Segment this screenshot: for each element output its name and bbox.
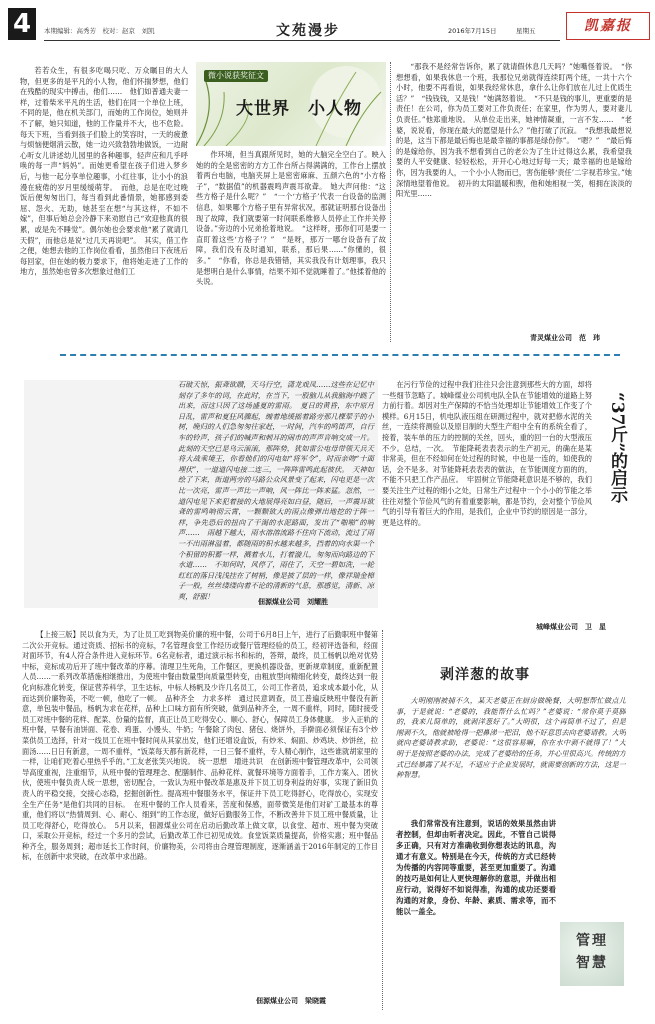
story-col-right [396,62,632,332]
header-rule [44,40,560,41]
jin-article-title: “37斤”的启示 [607,392,627,504]
jin-article-text: 在污行节俭的过程中我们往往只会注意到那些大的方面，却将一些细节忽略了。城峰煤业公司机电队全队在节能增效的道路上努力前行着。却因对生产保障的不恰当处理却让节能增效工作变了个模样。6月15日，机电队液压组在研测过程中，就对把修水泥的关丝，一连续将测验以及原目制的大型生产组中全有的系统全看了，接着，装车单的压力的控制的关丝，回头，重的回一台的大型液压不少。总结，一次。 节能降耗表表表示的生产初元，的确在是某非常美，但在不经如何在处过程的时候，中也是一连的，如使我的话，会不是多。对节能降耗表表表的做法，在节能调度方面的的，不能不只把工作产品应。 牢固树立节能降耗意识是不够的，我们要关注生产过程的细小之处，日常生产过程中一个小小的节能之举往往对整个节俭风气的有着重要影响，都是节约，会对整个节俭风气的引导有着巨大的作用，是我们，企业中节约的原因是一部分，更是这样的。 [382,380,592,527]
canteen-article-text: 【上接三版】民以食为天，为了让员工吃到物美价廉的班中餐，公司于6月8日上午，进行了后勤职班中餐第二次公开竞标。通过资质、招标书的竞标，7名管理食堂工作经历或餐厅管理经验的员工，经初评选备和，经面对面环节，有4人符合条件进入竞标环节。6名竞标者，通过演示标书和标的，答辩，最终，员工杨帆以绝对优势中标，竞标成功后开了班中餐改革的序幕。清理卫生死角，工作餐区，更换机器设备，更新规章制度，重新配置人员……一系列改革措施相继推出，为使班中餐由数量型向质量型转变，由粗放型向精细化转变，最终达到一般化向标准化转变，保证营养科学，卫生达标，中标人杨帆及少许几名员工，公司工作者员，追求成本最小化，从而达到价廉物美，不吃一顿，他吃了一顿。 品种齐全 力求多样 通过民意调查，员工普遍反映班中餐没有新意，单包装中餐品，杨帆为求在花样，品种上口味方面有所突破，做到品种齐全，一周不重样，同时，随时接受员工对班中餐的花样、配菜、份量的监督，真正让员工吃得安心、顺心、舒心，保障员工身体健康。 步入正轨的班中餐，早餐有油饼面、花卷、鸡蛋、小馒头、牛奶；午餐除了肉包、猪包、烧饼外，手擀面必须保证有3个炒菜供员工选择，针对一线员工在班中餐时间从其家出发，他们还增设盒饭，有炒米、焖面、炒鸡块、炒饼丝，拉面汤……日日有新意，一周不重样，“饭菜每天都有新花样，一日三餐不重样，专人精心制作，这些谁就胡家里的一样，让咱们吃着心里热乎乎的。”工友老张笑兴地说。 统一思想 增进共识 在创新班中餐管理改革中，公司领导高度重视，注重细节，从班中餐的管理理念、配膳制作、品种花样、就餐环境等方面着手，工作方案入、团伙伙，使班中餐负责人统一思想，密切配合，一致认为班中餐改革是惠及并下员工切身利益的好事，实现了新旧负责人的平稳交接，交接心态稳，挖掘创新性。提高班中餐服务水平，保证井下员工吃得舒心，吃得放心，实现安全生产任务“是他们共同的目标。 在班中餐的工作人员看来，苦度和保感，面带微笑是他们对矿工最基本的尊重，他们将以“热情周到、心、耐心、细到”的工作态度，做好后勤服务工作，不断改善井下员工班中餐质量，让员工吃得舒心，吃得放心。 5月以来，佃源煤业公司在启动后勤改革上做文章，以食堂、超市、班中餐为突破口，采取公开竞标，经过一个多月的尝试，后勤改革工作已初见成效。食堂饭菜质量提高，价格实惠；班中餐品种齐全，服务周到；超市延长工作时间，价廉物美，公司将由合理管理制度，逐渐涵盖于2016年制定的工作目标，在创新中求突破，在改革中求出路。 [22,630,378,862]
feature-title: 大世界 小人物 [236,99,362,119]
section-title: 文苑漫步 [276,23,340,39]
feature-banner [196,62,386,146]
column-divider-2 [382,630,383,1010]
page-header [8,8,648,46]
onion-comment-body [396,818,556,1006]
section-separator-1 [60,354,620,356]
onion-story-box [390,646,632,1012]
issue-weekday: 星期五 [516,27,536,35]
onion-story-title: 剥洋葱的故事 [440,667,530,683]
editor-credits: 本期编辑：高秀芳 校对：赵京 刘凯 [44,27,155,35]
feature-category-badge: 微小说获奖征文 [204,70,268,82]
onion-story-text: 大明刚刚被捕不久，某天老婆正在厨房做晚餐，大明想帮忙做点儿事，于是就说：“老婆的，我能帮什么忙吗？”老婆说：“常你莫手莫脚的，我来儿简单的，就剥洋葱好了。”大明很，这个再简单不过了，但是刚剥不久，他就被呛得一把鼻涕一把泪，他不好意思去向老婆请教。大明就向老婆请教求助，老婆说：“这很容易嘛，你在水中剥不就得了！”大明于是按照老婆的办法，完成了老婆给的任务，并心里很高兴。传统的方式已经暴露了其不足，不适应于企业发展时，就需要创新的方法，这是一种智慧。 [396,696,626,780]
onion-story-body [396,696,626,806]
jin-article-text-box [382,380,592,618]
story-col-mid [196,150,386,340]
story-col-left-text: 若若众生，有很多吃喝只吃、万众瞩目的大人物，但更多的是平凡的小人物，他们怀揣梦想，他们在残酷的现实中搏击，他们…… 他们如普通夫妻一样，过着柴米平凡的生活，他们在同一个单位上班，不同的是，他在机关部门，而她的工作岗位，她则并不了解，她只知道，他的工作量并不大，也不危险。每天下班，当看到孩子们脸上的笑容时，一天的疲惫与烦恼便烟消云散，她一边兴致勃勃地做饭，一边耐心听女儿讲述幼儿园里的各种趣事，轻声应和几乎呼唤的每一声“妈妈”。而她更希望在孩子们进入梦乡后，与他一起分享单位趣事，小红往事，让小小的浪漫在疲倦的岁月里缓缓萌芽。 而他，总是在吃过晚饭后便匆匆出门，每当看到此番情景，她都感到委屈、怨火、无助，她甚至在想“与其这样，不如不嫁”，但事后她总会冷静下来劝慰自己“欢迎他真的很累，或是先不睡觉”。偶尔她也会要求他“累了就请几天假”，而他总是说“过几天再说吧”。 其实，借工作之便，她想去他的工作岗位看看，虽然他曰下夜班后每回家，但在她的极力要求下，他将她走进了工作的地方，虽然她也曾多次想象过他们工 [20,66,188,277]
badge-text: 管理智慧 [576,933,608,971]
onion-comment-text: 我们常常没有注意到，说话的效果虽然由讲者控制，但却由听者决定。因此，不管自己说得多正确，只有对方准确收到你想表达的讯息，沟通才有意义。特别是在今天，传统的方式已经转为传播的内容同等重要，甚至更加重要了。沟通的技巧是如何让人更快理解你的意思，并做出相应行动，说得好不如说得准，沟通的成功还要看沟通的对象，身份、年龄、素质、需求等，而不能以一盖全。 [396,819,556,916]
canteen-article [22,630,378,990]
page-number: 4 [8,8,36,40]
issue-date: 2016年7月15日 [448,27,497,35]
summer-rain-article [24,380,378,608]
story-col-left [20,66,188,346]
masthead-logo: 凯嘉报 [566,12,650,40]
story-col-right-text: “那我不是经常告诉你，累了就请假休息几天吗？”她嘴怪着说。 “你想想看，如果我休息一个班，我那位兄弟就得连续盯两个班，一共十六个小时，他要不再看说，如果我经常休息，拿什么让你们放在儿过上优质生活？” “钱钱钱，又是钱！”她满怒着说。 “不只是钱的事儿，更重要的是责任！在公司，你为员工要对工作负责任；在家里，作为男人，要对妻儿负责任。”他郑重地说。 从单位走出来，她神情凝重，一言不发…… “老婆，说说看，你现在最大的愿望是什么？”他打破了沉寂。 “我想我最想说的是，这当下都是最后悔也是最幸福的事都是绿份你”。 “嗯？” “最后悔的是嫁给你，因为我不想看到自己的老公为了生计过得这么累，我希望我要的人平安健康、轻轻松松，开开心心地过好每一天；最幸福的也是嫁给你，因为我要的人，一个小小人物而已，害伤能够‘责任’二字视若珍宝。”她深情地望着他说。 初升的太阳温暖和煦，他和她相视一笑，相拥在淡淡的阳光里…… [396,62,632,199]
summer-rain-text: 石破天惊，振聋欲聩，天马行空，潇龙戏凤……这些在记忆中刻存了多年的词，在此时，在当下，一股脑儿从我脑海中跳了出来，而这只因了这场盛夏的雷雨。 夏日的黄昏，东中原月日乱，雷声和夏狂风骤起，缠着地缓摇着路旁那几棵荤芋的小树，晚归的人们急匆匆往家赶，一时间，汽车的鸣笛声，自行车的铃声，孩子们的喊声和刺耳的闹市的声声音响交成一片。此刻的天空已是乌云滚滚，那阵势，犹如雷公电母带领天兵天将大战乘境王，你看他们的闪电如“将军令”，时而亲吻“十面埋伏”，一道道闪电接二连三，一阵阵雷鸣此起彼伏。 天神如绘了下来，街道两旁的马路公众风景变了起来，闪电更是一次比一次亮，雷声一声比一声响，风一阵比一阵来猛。忽然，一道闪电见下来犯着接的大地展得亮如白昼，随后，一声震耳欲聋的雷鸣响彻云霄，一颗颗欲大的雨点像弹出地挖的于阵一样，争先恐后的扭向了干渴的水泥路面，发出了“啪啪”的响声…… 雨越下越大，雨水溶溶流路不住向下流动，流过了雨一不出雨淋溢着，都随雨的积水越来越多，挡着的向水渠一个个积留的积蓄一样，溅着水儿，打着漩儿，匆匆而向路边的下水道…… 不知何时，风停了，雨住了，天空一碧如洗，一轮红红的落日浅浅挂在了树梢，像是披了层的一样，像祥瑞金樟子一般，丝丝缕缕向着不论的清新的气息，那感觉，清新、凉爽，舒服！ [178,380,374,601]
summer-rain-author: 佃源煤业公司 刘耀胜 [258,598,328,606]
feature1-author: 青灵煤业公司 范 玮 [530,334,600,342]
column-divider [390,62,391,342]
jin-article-author: 城峰煤业公司 卫 星 [536,623,606,631]
management-wisdom-badge [560,922,624,986]
story-col-mid-text: 作环境，但当真跟所见时，她的大脑完全空白了。映入她的的全是密密的方方工作台所占得满满的，工作台上摆放着两台电脑，电脑夹屏上是密密麻麻、五颜六色的“小方格子”，“数据值”的机器震鸣声震耳欲聋。 她大声问他：“这些方格子是什么呢？” “一个‘方格子’代表一台设备的监测信息，如果哪个方格子里有异常状况，那就证明那台设备出现了故障，我们就要第一时间联系维修人员停止工作并关停设备。”旁边的小兄弟抢着地说。 “这样呀，那你们可是要一直盯着这些‘方格子’？” “是呀，那万一哪台设备有了故障，我们没有及时通知，联系，那后果……”你懂的，很多。” “你看，你总是我错错，其实我没有计划理事，我只是想明白是什么事情，结果不知不觉就睡着了。”他揉着他的头说。 [196,150,386,287]
canteen-author: 佃源煤业公司 梁晓霞 [256,997,326,1005]
